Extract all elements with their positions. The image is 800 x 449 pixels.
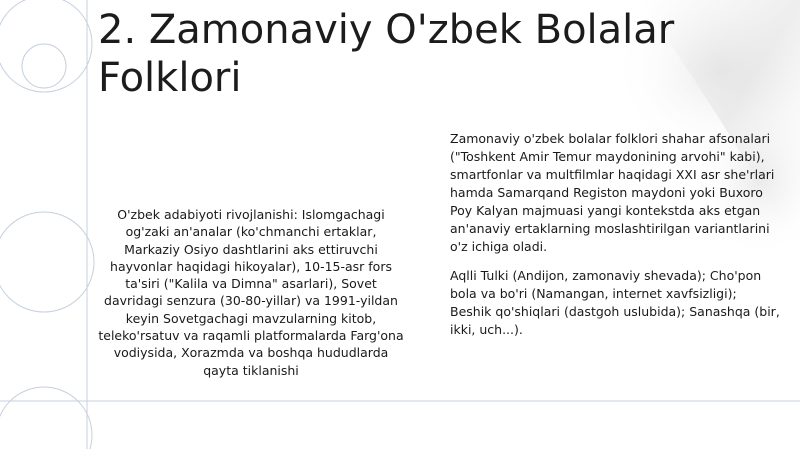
right-text-column bbox=[450, 130, 780, 339]
slide-title: 2. Zamonaviy O'zbek Bolalar Folklori bbox=[98, 7, 675, 101]
right-paragraph-1: Zamonaviy o'zbek bolalar folklori shahar afsonalari ("Toshkent Amir Temur maydonining arvohi" kabi), smartfonlar va multfilmlar haqidagi XXI asr she'rlari hamda Samarqand Registon maydoni yoki Buxoro Poy Kalyan majmuasi yangi kontekstda aks etgan an'anaviy ertaklarning moslashtirilgan variantlarini o'z ichiga oladi. bbox=[450, 131, 775, 254]
right-paragraph-2: Aqlli Tulki (Andijon, zamonaviy shevada); Cho'pon bola va bo'ri (Namangan, internet xavfsizligi); Beshik qo'shiqlari (dastgoh uslubida); Sanashqa (bir, ikki, uch...). bbox=[450, 268, 780, 337]
left-text-block: O'zbek adabiyoti rivojlanishi: Islomgachagi og'zaki an'analar (ko'chmanchi ertaklar, Markaziy Osiyo dashtlarini aks ettiruvchi hayvonlar haqidagi hikoyalar), 10-15-asr fors ta'siri ("Kalila va Dimna" asarlari), Sovet davridagi senzura (30-80-yillar) va 1991-yildan keyin Sovetgachagi mavzularning kitob, teleko'rsatuv va raqamli platformalarda Farg'ona vodiysida, Xorazmda va boshqa hududlarda qayta tiklanishi bbox=[98, 207, 404, 378]
